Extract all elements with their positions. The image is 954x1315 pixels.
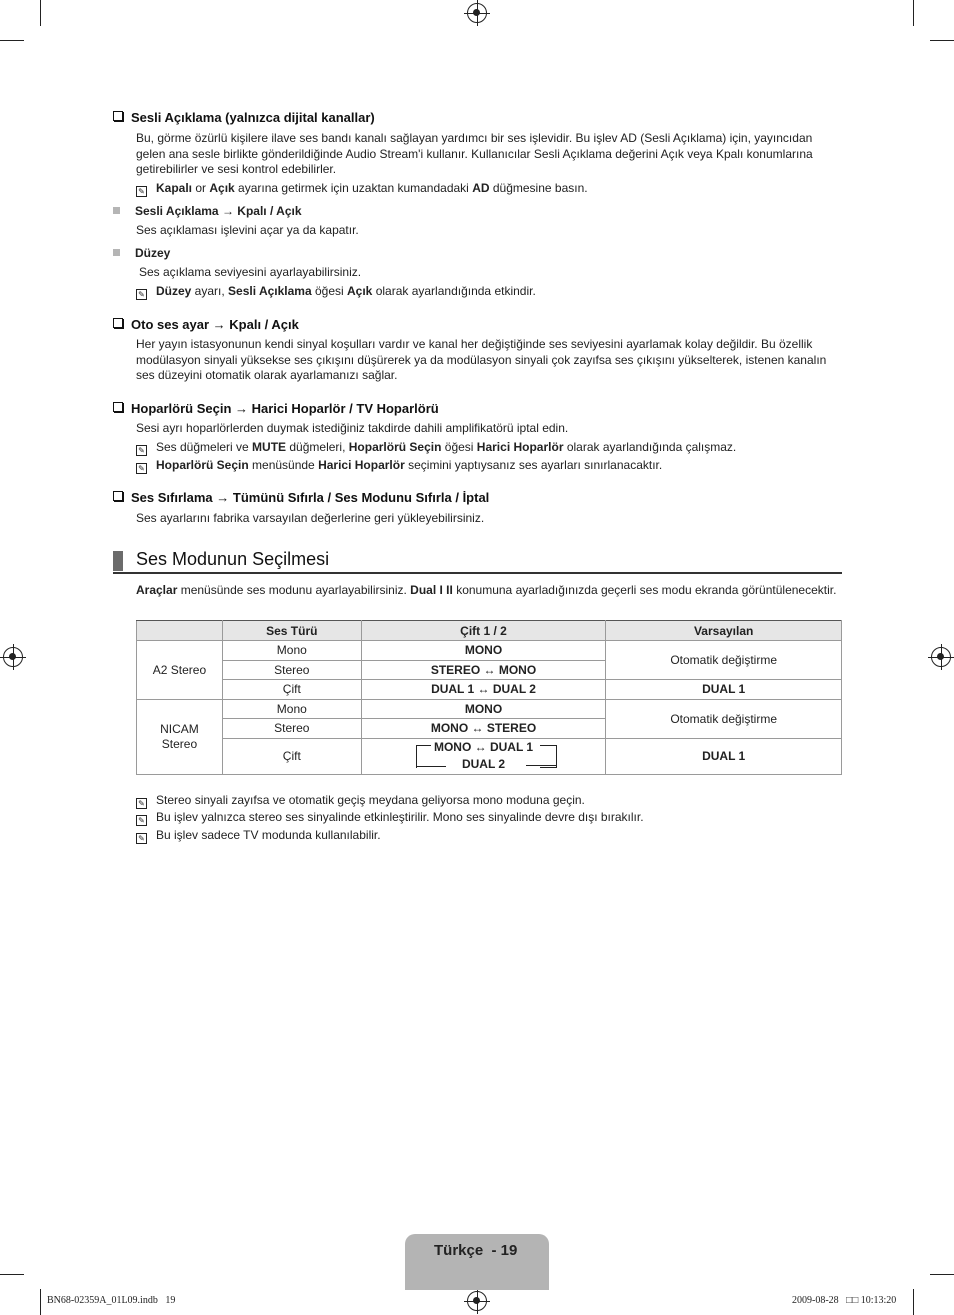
section-heading-audio-description: Sesli Açıklama (yalnızca dijital kanallar)	[113, 110, 375, 125]
registration-mark-icon	[467, 1291, 487, 1311]
checkbox-icon	[113, 402, 123, 412]
square-bullet-icon	[113, 207, 120, 214]
auto-volume-body: Her yayın istasyonunun kendi sinyal koşulları vardır ve kanal her değiştiğinde ses seviyesini ayarlamak kolay değildir. Bu özellik modülasyon sinyali yüksekse ses çıkışını düşürerek ya da modülasyon sinyali çok zayıfsa ses çıkışını yükselterek, istenen kanalın ses düzeyini otomatik olarak ayarlamanızı sağlar.	[136, 337, 827, 382]
crop-mark	[913, 0, 914, 26]
crop-mark	[0, 40, 24, 41]
table-row	[137, 641, 842, 661]
registration-mark-icon	[931, 647, 951, 667]
bracket-left	[416, 745, 431, 768]
table-row	[137, 699, 842, 719]
page-number: Türkçe - 19	[434, 1242, 518, 1259]
submenu-heading: Düzey	[113, 246, 170, 260]
crop-mark	[930, 40, 954, 41]
section-title: Ses Modunun Seçilmesi	[136, 549, 330, 569]
bracket-right-bottom	[526, 765, 556, 766]
table-cell: Otomatik değiştirme	[606, 641, 842, 680]
table-cell: Mono	[222, 699, 361, 719]
note-line: ✎ Kapalı or Açık ayarına getirmek için uzaktan kumandadaki AD düğmesine basın.	[136, 181, 588, 197]
note-line: ✎ Hoparlörü Seçin menüsünde Harici Hoparlör seçimini yaptıysanız ses ayarları sınırlanacaktır.	[136, 458, 662, 474]
sound-reset-body: Ses ayarlarını fabrika varsayılan değerlerine geri yükleyebilirsiniz.	[136, 511, 485, 525]
checkbox-icon	[113, 491, 123, 501]
table-cell: Stereo	[222, 719, 361, 739]
note-icon: ✎	[136, 289, 147, 300]
table-cell: Otomatik değiştirme	[606, 699, 842, 738]
note-icon: ✎	[136, 815, 147, 826]
note-line: ✎ Ses düğmeleri ve MUTE düğmeleri, Hoparlörü Seçin öğesi Harici Hoparlör olarak ayarlandığında çalışmaz.	[136, 440, 736, 456]
table-cell: DUAL 1 ↔ DUAL 2	[361, 680, 606, 700]
table-header-cell: Çift 1 / 2	[361, 621, 606, 641]
table-cell: STEREO ↔ MONO	[361, 660, 606, 680]
crop-mark	[930, 1274, 954, 1275]
section-heading-sound-reset: Ses Sıfırlama → Tümünü Sıfırla / Ses Modunu Sıfırla / İptal	[113, 490, 489, 505]
table-header-cell: Varsayılan	[606, 621, 842, 641]
note-line: ✎ Bu işlev sadece TV modunda kullanılabilir.	[136, 828, 381, 844]
table-header-cell: Ses Türü	[222, 621, 361, 641]
heading-rule	[113, 572, 842, 574]
table-header-cell	[137, 621, 223, 641]
table-cell: Stereo	[222, 660, 361, 680]
mode-intro: Araçlar menüsünde ses modunu ayarlayabilirsiniz. Dual I II konumuna ayarladığınızda geçerli ses modu ekranda görüntülenecektir.	[136, 583, 837, 597]
note-icon: ✎	[136, 445, 147, 456]
note-icon: ✎	[136, 463, 147, 474]
dual-mode-line: MONO ↔ DUAL 1	[433, 740, 534, 754]
table-cell: Mono	[222, 641, 361, 661]
submenu-text: Ses açıklaması işlevini açar ya da kapatır.	[136, 223, 359, 237]
table-header-row	[137, 621, 842, 641]
section-heading-auto-volume: Oto ses ayar → Kpalı / Açık	[113, 317, 299, 332]
print-timestamp: 2009-08-28 □□ 10:13:20	[792, 1295, 897, 1306]
crop-mark	[913, 1289, 914, 1315]
submenu-heading: Sesli Açıklama → Kpalı / Açık	[113, 204, 302, 218]
section-heading-speaker-select: Hoparlörü Seçin → Harici Hoparlör / TV Hoparlörü	[113, 401, 439, 416]
file-info: BN68-02359A_01L09.indb 19	[47, 1295, 176, 1306]
note-icon: ✎	[136, 833, 147, 844]
table-cell: MONO	[361, 699, 606, 719]
table-cell: Çift	[222, 680, 361, 700]
checkbox-icon	[113, 318, 123, 328]
table-row	[137, 738, 842, 774]
heading-bar	[113, 551, 123, 571]
registration-mark-icon	[3, 647, 23, 667]
table-row	[137, 680, 842, 700]
table-cell: DUAL 1	[606, 738, 842, 774]
crop-mark	[0, 1274, 24, 1275]
table-cell: MONO	[361, 641, 606, 661]
note-line: ✎ Bu işlev yalnızca stereo ses sinyalinde etkinleştirilir. Mono ses sinyalinde devre dışı bırakılır.	[136, 810, 644, 826]
crop-mark	[40, 1289, 41, 1315]
submenu-text: Ses açıklama seviyesini ayarlayabilirsiniz.	[139, 265, 362, 279]
note-line: ✎ Düzey ayarı, Sesli Açıklama öğesi Açık olarak ayarlandığında etkindir.	[136, 284, 536, 300]
table-group-label: NICAM Stereo	[137, 699, 223, 774]
registration-mark-icon	[467, 3, 487, 23]
sound-mode-table	[136, 620, 842, 775]
table-cell: Çift	[222, 738, 361, 774]
dual-mode-line: DUAL 2	[461, 757, 506, 771]
audio-description-body: Bu, görme özürlü kişilere ilave ses bandı kanalı sağlayan yardımcı bir ses işlevidir. Bu işlev AD (Sesli Açıklama) için, yayıncıdan gelen ana sesle birlikte gönderildiğinde Audio Stream'i kullanır. Kullanıcılar Sesli Açıklama değerini Açık veya Kpalı konumlarına getirebilirler ve sesi kontrol edebilirler.	[136, 131, 813, 176]
table-cell	[361, 738, 606, 774]
note-icon: ✎	[136, 798, 147, 809]
bracket-left-bottom	[416, 766, 446, 767]
checkbox-icon	[113, 111, 123, 121]
speaker-select-body: Sesi ayrı hoparlörlerden duymak istediğiniz takdirde dahili amplifikatörü iptal edin.	[136, 421, 569, 435]
note-icon: ✎	[136, 186, 147, 197]
table-group-label: A2 Stereo	[137, 641, 223, 700]
square-bullet-icon	[113, 249, 120, 256]
table-cell: MONO ↔ STEREO	[361, 719, 606, 739]
note-line: ✎ Stereo sinyali zayıfsa ve otomatik geçiş meydana geliyorsa mono moduna geçin.	[136, 793, 585, 809]
crop-mark	[40, 0, 41, 26]
table-cell: DUAL 1	[606, 680, 842, 700]
